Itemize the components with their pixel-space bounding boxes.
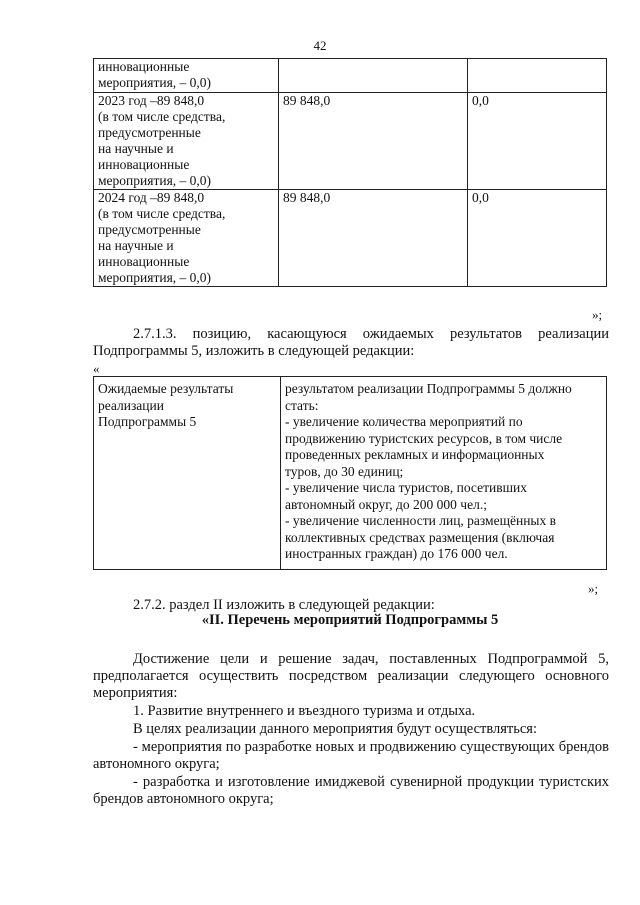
cell-line: мероприятия, – 0,0) xyxy=(98,75,212,90)
cell-line: инновационные xyxy=(98,59,190,74)
cell-line: продвижению туристских ресурсов, в том числе xyxy=(285,430,563,446)
page-number: 42 xyxy=(313,38,327,53)
table-row xyxy=(94,93,607,190)
cell-line: на научные и xyxy=(98,238,174,253)
cell-line: проведенных рекламных и информационных xyxy=(285,447,545,462)
body-paragraph: Достижение цели и решение задач, поставленных Подпрограммой 5, предполагается осуществить посредством реализации следующего основного мероприятия: xyxy=(93,651,609,701)
cell-line: (в том числе средства, xyxy=(98,109,226,124)
cell-line: стать: xyxy=(285,397,319,413)
table-row xyxy=(94,190,607,287)
results-table xyxy=(93,376,607,570)
closing-quote-mark: »; xyxy=(588,581,599,596)
table-cell xyxy=(468,59,607,93)
body-paragraph: В целях реализации данного мероприятия будут осуществляться: xyxy=(133,721,537,737)
cell-line: 2024 год –89 848,0 xyxy=(98,190,205,205)
cell-line: предусмотренные xyxy=(98,125,201,140)
cell-line: - увеличение численности лиц, размещённых в xyxy=(285,513,556,528)
table-cell xyxy=(94,59,279,93)
cell-line: предусмотренные xyxy=(98,222,201,237)
cell-line: автономный округ, до 200 000 чел.; xyxy=(285,496,487,512)
financing-table xyxy=(93,58,607,287)
cell-line: Ожидаемые результаты xyxy=(98,381,234,396)
cell-line: туров, до 30 единиц; xyxy=(285,463,404,479)
table-row xyxy=(94,377,607,570)
closing-quote-mark: »; xyxy=(592,307,603,322)
cell-line: коллективных средствах размещения (включая xyxy=(285,529,555,545)
cell-line: Подпрограммы 5 xyxy=(98,414,197,429)
cell-line: на научные и xyxy=(98,141,174,156)
cell-line: мероприятия, – 0,0) xyxy=(98,270,212,285)
cell-line: иностранных граждан) до 176 000 чел. xyxy=(285,546,508,561)
cell-line: мероприятия, – 0,0) xyxy=(98,173,212,188)
table-row xyxy=(94,59,607,93)
cell-line: результатом реализации Подпрограммы 5 должно xyxy=(285,381,572,396)
section-heading: «II. Перечень мероприятий Подпрограммы 5 xyxy=(201,612,499,628)
cell-line: 2023 год –89 848,0 xyxy=(98,93,205,108)
table-cell xyxy=(94,190,279,287)
cell-line: реализации xyxy=(98,397,164,413)
table-cell: 0,0 xyxy=(468,93,607,190)
table-cell xyxy=(281,377,607,570)
cell-line: (в том числе средства, xyxy=(98,206,226,221)
table-cell xyxy=(94,377,281,570)
body-paragraph: - мероприятия по разработке новых и продвижению существующих брендов автономного округа; xyxy=(93,739,609,772)
cell-line: инновационные xyxy=(98,254,190,269)
table-cell xyxy=(279,59,468,93)
cell-line: - увеличение количества мероприятий по xyxy=(285,414,523,429)
opening-quote-mark: « xyxy=(93,361,100,376)
body-paragraph: - разработка и изготовление имиджевой сувенирной продукции туристских брендов автономного округа; xyxy=(93,774,609,807)
cell-line: инновационные xyxy=(98,157,190,172)
table-cell: 0,0 xyxy=(468,190,607,287)
paragraph-2-7-1-3: 2.7.1.3. позицию, касающуюся ожидаемых результатов реализации Подпрограммы 5, изложить в следующей редакции: xyxy=(93,326,609,359)
table-cell xyxy=(94,93,279,190)
paragraph-2-7-2: 2.7.2. раздел II изложить в следующей редакции: xyxy=(133,597,435,613)
cell-line: - увеличение числа туристов, посетивших xyxy=(285,480,527,495)
table-cell: 89 848,0 xyxy=(279,93,468,190)
body-paragraph: 1. Развитие внутреннего и въездного туризма и отдыха. xyxy=(133,703,476,719)
table-cell: 89 848,0 xyxy=(279,190,468,287)
